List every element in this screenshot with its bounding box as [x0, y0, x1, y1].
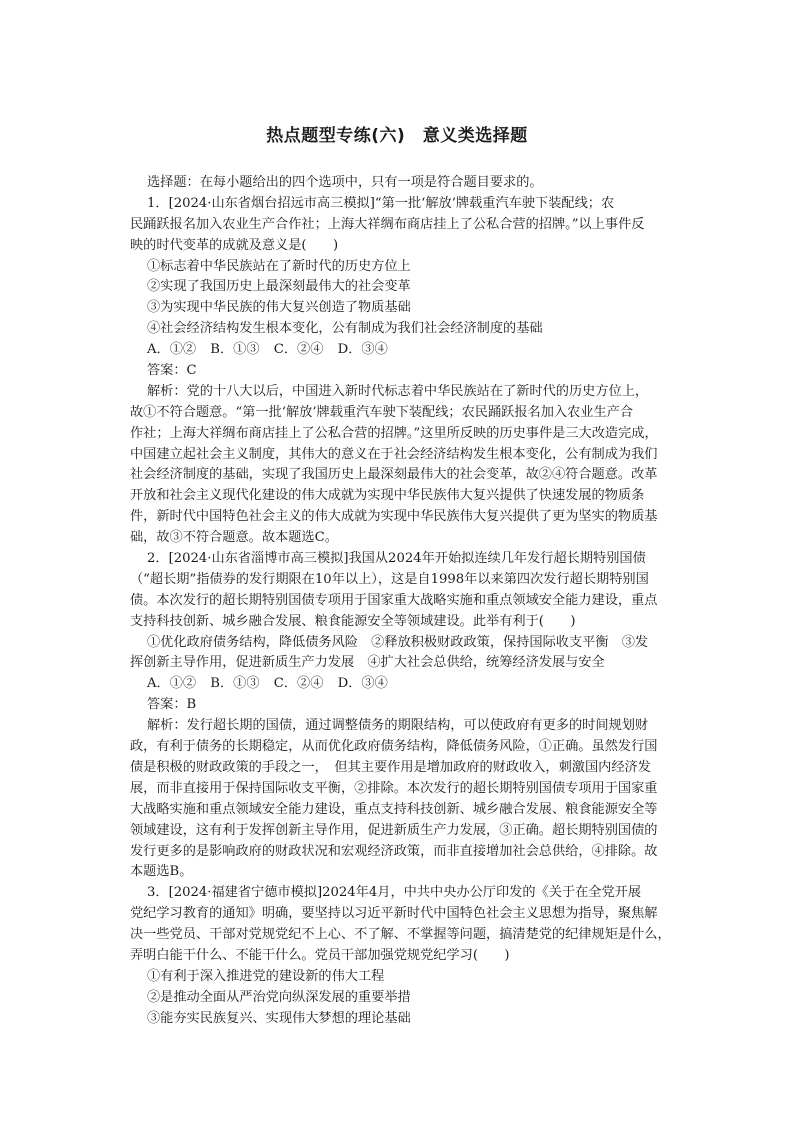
- question-3: [130, 883, 678, 1029]
- choice-d: D．③④: [337, 342, 388, 358]
- analysis-line: 社会经济制度的基础，实现了我国历史上最深刻最伟大的社会变革，故②④符合题意。改革: [130, 467, 658, 483]
- statement-option: 挥创新主导作用，促进新质生产力发展 ④扩大社会总供给，统筹经济发展与安全: [130, 655, 605, 671]
- answer: 答案：B: [147, 697, 197, 713]
- analysis-line: 政，有利于债务的长期稳定，从而优化政府债务结构，降低债务风险，①正确。虽然发行国: [130, 739, 658, 755]
- question-stem-line: 民踊跃报名加入农业生产合作社；上海大祥绸布商店挂上了公私合营的招牌。”以上事件反: [130, 216, 645, 232]
- analysis-line: 领域建设，这有利于发挥创新主导作用，促进新质生产力发展，③正确。超长期特别国债的: [130, 822, 658, 838]
- choice-c: C．②④: [273, 342, 324, 358]
- question-stem-line: 弄明白能干什么、不能干什么。党员干部加强党规党纪学习( ): [130, 947, 510, 963]
- answer-choices: [130, 340, 678, 361]
- analysis-line: 作社；上海大祥绸布商店挂上了公私合营的招牌。”这里所反映的历史事件是三大改造完成，: [130, 425, 658, 441]
- analysis-line: 展，而非直接用于保持国际收支平衡，②排除。本次发行的超长期特别国债专项用于国家重: [130, 780, 658, 796]
- statement-option: ①标志着中华民族站在了新时代的历史方位上: [147, 258, 411, 274]
- page-title: 热点题型专练(六) 意义类选择题: [266, 126, 528, 146]
- answer: 答案：C: [147, 363, 197, 379]
- question-stem-line: （“超长期”指债券的发行期限在10年以上），这是自1998年以来第四次发行超长期特别国: [130, 571, 649, 587]
- choice-a: A．①②: [147, 676, 197, 692]
- question-stem-line: 党纪学习教育的通知》明确，要坚持以习近平新时代中国特色社会主义思想为指导，聚焦解: [130, 906, 658, 922]
- analysis-line: 大战略实施和重点领域安全能力建设，重点支持科技创新、城乡融合发展、粮食能源安全等: [130, 801, 658, 817]
- statement-option: ②是推动全面从严治党向纵深发展的重要举措: [147, 989, 411, 1005]
- choice-c: C．②④: [273, 676, 324, 692]
- question-stem-line: 1．[2024·山东省烟台招远市高三模拟]“第一批‘解放’牌载重汽车驶下装配线；农: [147, 195, 615, 211]
- analysis-line: 发行更多的是影响政府的财政状况和宏观经济政策，而非直接增加社会总供给，④排除。故: [130, 843, 658, 859]
- statement-option: ③能夯实民族复兴、实现伟大梦想的理论基础: [147, 1010, 411, 1026]
- analysis-line: 解析：党的十八大以后，中国进入新时代标志着中华民族站在了新时代的历史方位上，: [147, 383, 649, 399]
- question-stem-line: 3．[2024·福建省宁德市模拟]2024年4月，中共中央办公厅印发的《关于在全党开展: [147, 885, 642, 901]
- statement-option: ①有利于深入推进党的建设新的伟大工程: [147, 968, 385, 984]
- question-2: [130, 549, 678, 883]
- answer-choices: [130, 674, 678, 695]
- question-1: [130, 194, 678, 549]
- choice-b: B．①③: [210, 342, 260, 358]
- analysis-line: 开放和社会主义现代化建设的伟大成就为实现中华民族伟大复兴提供了快速发展的物质条: [130, 488, 645, 504]
- question-stem-line: 债。本次发行的超长期特别国债专项用于国家重大战略实施和重点领域安全能力建设，重点: [130, 592, 658, 608]
- statement-option: ③为实现中华民族的伟大复兴创造了物质基础: [147, 300, 411, 316]
- choice-b: B．①③: [210, 676, 260, 692]
- question-stem-line: 2．[2024·山东省淄博市高三模拟]我国从2024年开始拟连续几年发行超长期特别国债: [147, 551, 646, 567]
- document-body: [130, 173, 678, 1030]
- analysis-line: 本题选B。: [130, 864, 193, 880]
- analysis-line: 础，故③不符合题意。故本题选C。: [130, 530, 338, 546]
- analysis-line: 中国建立起社会主义制度，其伟大的意义在于社会经济结构发生根本变化，公有制成为我们: [130, 446, 658, 462]
- question-stem-line: 映的时代变革的成就及意义是( ): [130, 237, 339, 253]
- question-stem-line: 决一些党员、干部对党规党纪不上心、不了解、不掌握等问题，搞清楚党的纪律规矩是什么，: [130, 927, 671, 943]
- statement-option: ②实现了我国历史上最深刻最伟大的社会变革: [147, 279, 411, 295]
- statement-option: ①优化政府债务结构，降低债务风险 ②释放积极财政政策，保持国际收支平衡 ③发: [147, 634, 649, 650]
- choice-d: D．③④: [337, 676, 388, 692]
- analysis-line: 解析：发行超长期的国债，通过调整债务的期限结构，可以使政府有更多的时间规划财: [147, 718, 649, 734]
- analysis-line: 债是积极的财政政策的手段之一， 但其主要作用是增加政府的财政收入，刺激国内经济发: [130, 759, 651, 775]
- question-stem-line: 支持科技创新、城乡融合发展、粮食能源安全等领域建设。此举有利于( ): [130, 613, 576, 629]
- analysis-line: 故①不符合题意。“第一批‘解放’牌载重汽车驶下装配线；农民踊跃报名加入农业生产合: [130, 404, 634, 420]
- statement-option: ④社会经济结构发生根本变化，公有制成为我们社会经济制度的基础: [147, 321, 543, 337]
- analysis-line: 件，新时代中国特色社会主义的伟大成就为实现中华民族伟大复兴提供了更为坚实的物质基: [130, 509, 658, 525]
- instruction: 选择题：在每小题给出的四个选项中，只有一项是符合题目要求的。: [147, 175, 543, 190]
- choice-a: A．①②: [147, 342, 197, 358]
